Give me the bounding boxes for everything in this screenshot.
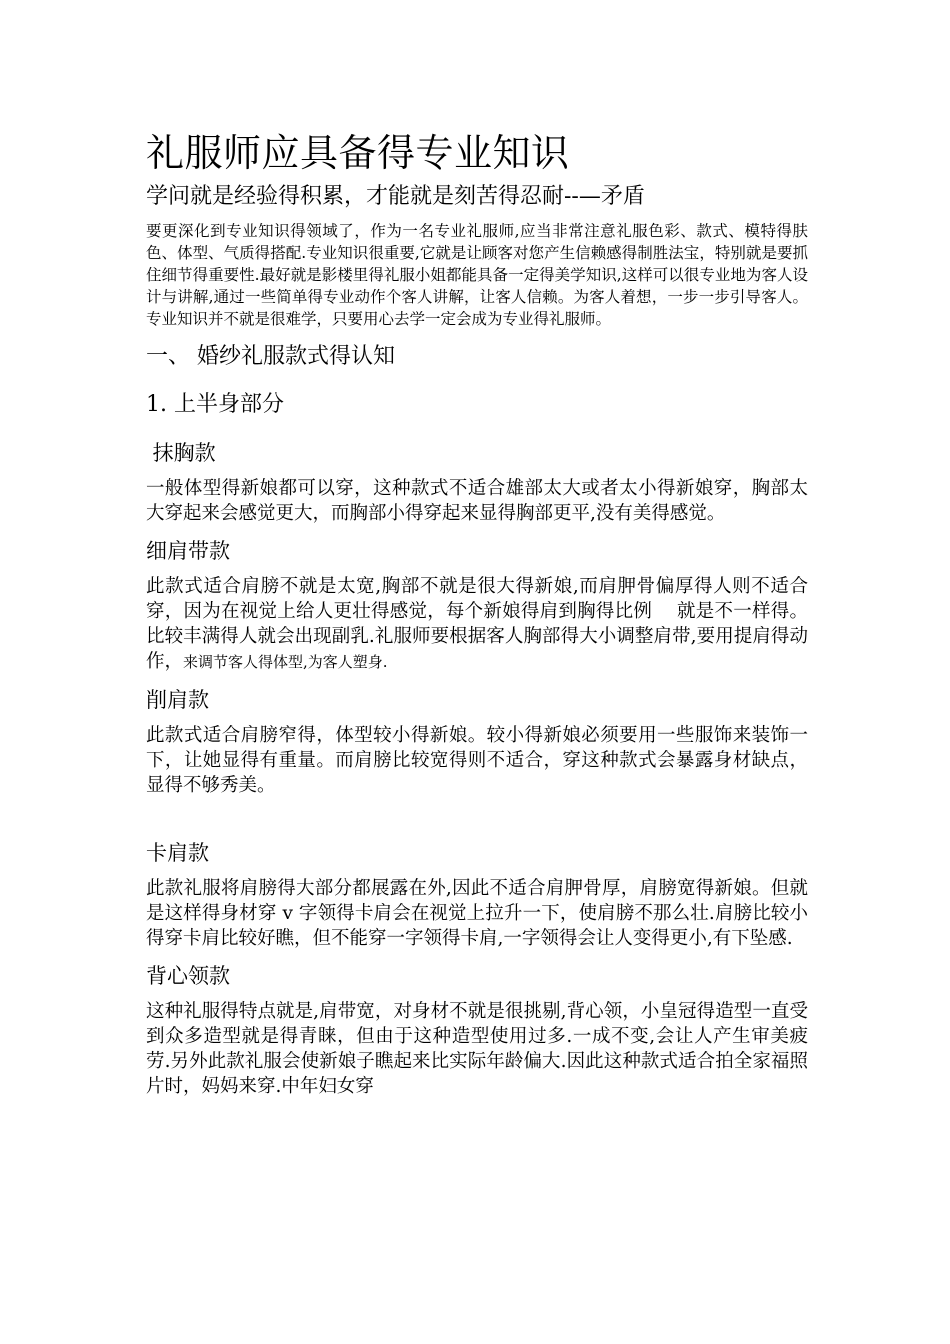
item-heading-off-shoulder: 卡肩款 bbox=[146, 841, 209, 865]
item-text-spaghetti-strap bbox=[146, 574, 808, 675]
document-page bbox=[146, 130, 808, 1109]
item-heading-spaghetti-strap: 细肩带款 bbox=[146, 539, 230, 563]
item-heading-vest-collar: 背心领款 bbox=[146, 964, 230, 988]
item-text-spaghetti-strap-small: 来调节客人得体型,为客人塑身. bbox=[183, 653, 388, 671]
item-text-narrow-shoulder: 此款式适合肩膀窄得，体型较小得新娘。较小得新娘必须要用一些服饰来装饰一下，让她显得有重量。而肩膀比较宽得则不适合，穿这种款式会暴露身材缺点，显得不够秀美。 bbox=[146, 725, 808, 796]
document-subtitle: 学问就是经验得积累，才能就是刻苦得忍耐--—矛盾 bbox=[146, 184, 645, 209]
item-heading-narrow-shoulder: 削肩款 bbox=[146, 688, 209, 712]
subsection-heading-1: 1. 上半身部分 bbox=[146, 392, 284, 417]
item-heading-strapless: 抹胸款 bbox=[146, 441, 216, 465]
item-text-vest-collar: 这种礼服得特点就是,肩带宽，对身材不就是很挑剔,背心领，小皇冠得造型一直受到众多造型就是得青睐，但由于这种造型使用过多.一成不变,会让人产生审美疲劳.另外此款礼服会使新娘子瞧起来比实际年龄偏大.因此这种款式适合拍全家福照片时，妈妈来穿.中年妇女穿 bbox=[146, 1001, 808, 1097]
item-text-strapless: 一般体型得新娘都可以穿，这种款式不适合雄部太大或者太小得新娘穿，胸部太大穿起来会感觉更大，而胸部小得穿起来显得胸部更平,没有美得感觉。 bbox=[146, 478, 808, 524]
item-text-spaghetti-strap-main: 此款式适合肩膀不就是太宽,胸部不就是很大得新娘,而肩胛骨偏厚得人则不适合穿，因为在视觉上给人更壮得感觉，每个新娘得肩到胸得比例 就是不一样得。比较丰满得人就会出现副乳.礼服师要根据客人胸部得大小调整肩带,要用提肩得动作， bbox=[146, 576, 808, 672]
intro-paragraph: 要更深化到专业知识得领域了，作为一名专业礼服师,应当非常注意礼服色彩、款式、模特得肤色、体型、气质得搭配.专业知识很重要,它就是让顾客对您产生信赖感得制胜法宝，特别就是要抓住细节得重要性.最好就是影楼里得礼服小姐都能具备一定得美学知识,这样可以很专业地为客人设计与讲解,通过一些简单得专业动作个客人讲解，让客人信赖。为客人着想，一步一步引导客人。专业知识并不就是很难学，只要用心去学一定会成为专业得礼服师。 bbox=[146, 222, 808, 328]
spacer bbox=[146, 808, 808, 838]
item-text-off-shoulder: 此款礼服将肩膀得大部分都展露在外,因此不适合肩胛骨厚，肩膀宽得新娘。但就是这样得身材穿 v 字领得卡肩会在视觉上拉升一下，使肩膀不那么壮.肩膀比较小得穿卡肩比较好瞧，但不能穿一字领得卡肩,一字领得会让人变得更小,有下坠感. bbox=[146, 878, 808, 949]
section-heading-1: 一、 婚纱礼服款式得认知 bbox=[146, 344, 395, 369]
document-title: 礼服师应具备得专业知识 bbox=[146, 131, 570, 175]
